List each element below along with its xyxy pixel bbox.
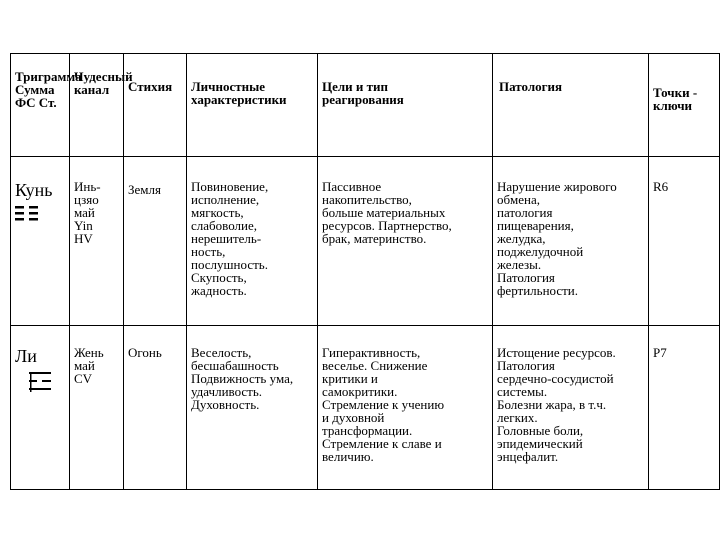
pathology-cell: Нарушение жирового обмена, патология пищеварения, желудка, поджелудочной железы. Патология фертильности. [493, 157, 649, 326]
goals-cell: Пассивное накопительство, больше материальных ресурсов. Партнерство, брак, материнство. [318, 157, 493, 326]
header-row [11, 54, 720, 157]
trigram-name: Кунь [15, 180, 53, 200]
trigram-cell [11, 157, 70, 326]
header-trigram: Триграмма Сумма ФС Ст. [11, 54, 70, 157]
header-points: Точки - ключи [649, 54, 720, 157]
trigram-table [10, 53, 720, 490]
header-pathology: Патология [493, 54, 649, 157]
channel-cell: Инь- цзяо май Yin HV [70, 157, 124, 326]
trigram-name: Ли [15, 346, 37, 366]
header-channel: Чудесный канал [70, 54, 124, 157]
header-goals: Цели и тип реагирования [318, 54, 493, 157]
element-cell: Земля [124, 157, 187, 326]
pathology-cell: Истощение ресурсов. Патология сердечно-сосудистой системы. Болезни жара, в т.ч. легких. Головные боли, эпидемический энцефалит. [493, 326, 649, 490]
points-cell: P7 [649, 326, 720, 490]
traits-cell: Повиновение, исполнение, мягкость, слабоволие, нерешитель- ность, послушность. Скупость, жадность. [187, 157, 318, 326]
li-icon [29, 372, 53, 394]
points-cell: R6 [649, 157, 720, 326]
channel-cell: Жень май CV [70, 326, 124, 490]
table-row [11, 326, 720, 490]
table-row [11, 157, 720, 326]
header-element: Стихия [124, 54, 187, 157]
traits-cell: Веселость, бесшабашность Подвижность ума, удачливость. Духовность. [187, 326, 318, 490]
kun-icon [15, 206, 39, 222]
element-cell: Огонь [124, 326, 187, 490]
goals-cell: Гиперактивность, веселье. Снижение критики и самокритики. Стремление к учению и духовной трансформации. Стремление к славе и величию. [318, 326, 493, 490]
header-traits: Личностные характеристики [187, 54, 318, 157]
trigram-cell [11, 326, 70, 490]
